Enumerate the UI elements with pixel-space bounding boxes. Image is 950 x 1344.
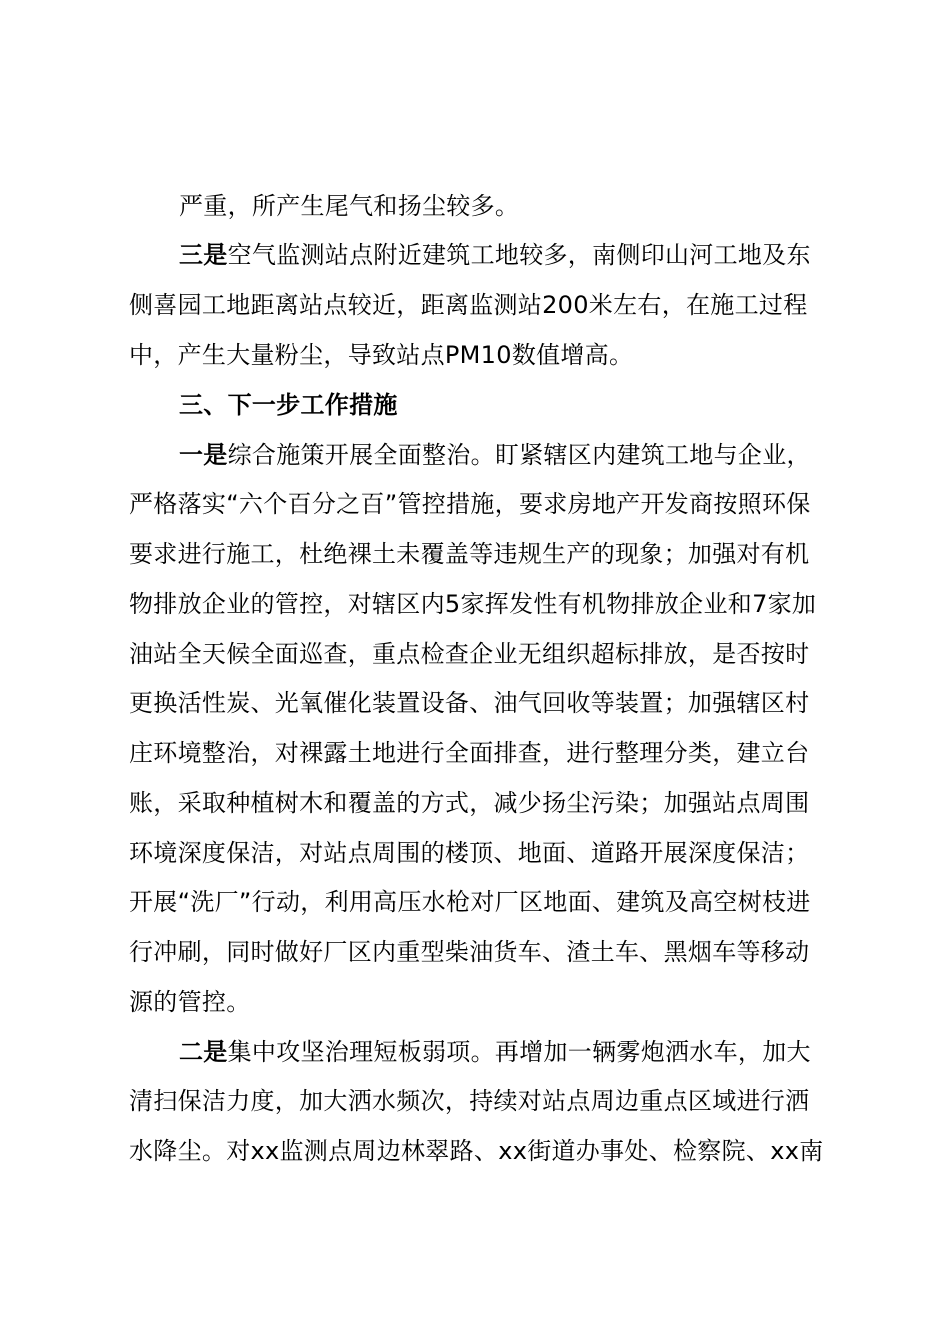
text-span: 庄环境整治，对裸露土地进行全面排查，进行整理分类，建立台 — [129, 739, 810, 767]
text-line — [129, 838, 889, 868]
text-line — [129, 639, 889, 669]
text-span: 综合施策开展全面整治。盯紧辖区内建筑工地与企业， — [227, 441, 811, 469]
text-span: 空气监测站点附近建筑工地较多，南侧印山河工地及东 — [227, 241, 811, 269]
heading-text: 三、下一步工作措施 — [179, 391, 398, 419]
lead-phrase: 二是 — [179, 1038, 228, 1066]
text-line — [179, 191, 939, 221]
text-line — [179, 240, 939, 270]
text-span: 中，产生大量粉尘，导致站点PM10数值增高。 — [129, 341, 634, 369]
text-span: 集中攻坚治理短板弱项。再增加一辆雾炮洒水车，加大 — [227, 1038, 811, 1066]
text-line — [129, 1086, 889, 1116]
text-span: 侧喜园工地距离站点较近，距离监测站200米左右，在施工过程 — [129, 291, 808, 319]
text-line — [129, 788, 889, 818]
text-span: 行冲刷，同时做好厂区内重型柴油货车、渣土车、黑烟车等移动 — [129, 938, 810, 966]
text-span: 更换活性炭、光氧催化装置设备、油气回收等装置；加强辖区村 — [129, 689, 810, 717]
text-span: 源的管控。 — [129, 988, 251, 1016]
section-heading — [179, 390, 939, 420]
text-line — [179, 1037, 939, 1067]
text-line — [129, 539, 889, 569]
text-span: 开展“洗厂”行动，利用高压水枪对厂区地面、建筑及高空树枝进 — [129, 888, 811, 916]
text-span: 清扫保洁力度，加大洒水频次，持续对站点周边重点区域进行洒 — [129, 1087, 810, 1115]
text-line — [129, 688, 889, 718]
text-span: 账，采取种植树木和覆盖的方式，减少扬尘污染；加强站点周围 — [129, 789, 810, 817]
text-span: 环境深度保洁，对站点周围的楼顶、地面、道路开展深度保洁； — [129, 839, 810, 867]
text-line — [129, 937, 889, 967]
text-span: 水降尘。对xx监测点周边林翠路、xx街道办事处、检察院、xx南 — [129, 1137, 824, 1165]
text-line — [129, 1136, 889, 1166]
text-line — [129, 589, 889, 619]
text-line — [129, 489, 889, 519]
text-line — [129, 738, 889, 768]
lead-phrase: 三是 — [179, 241, 228, 269]
text-span: 严重，所产生尾气和扬尘较多。 — [179, 192, 520, 220]
text-span: 油站全天候全面巡查，重点检查企业无组织超标排放，是否按时 — [129, 640, 810, 668]
text-line — [179, 440, 939, 470]
lead-phrase: 一是 — [179, 441, 228, 469]
text-line — [129, 987, 889, 1017]
text-span: 严格落实“六个百分之百”管控措施，要求房地产开发商按照环保 — [129, 490, 811, 518]
text-span: 要求进行施工，杜绝裸土未覆盖等违规生产的现象；加强对有机 — [129, 540, 810, 568]
text-line — [129, 290, 889, 320]
text-line — [129, 340, 889, 370]
text-span: 物排放企业的管控，对辖区内5家挥发性有机物排放企业和7家加 — [129, 590, 817, 618]
text-line — [129, 887, 889, 917]
